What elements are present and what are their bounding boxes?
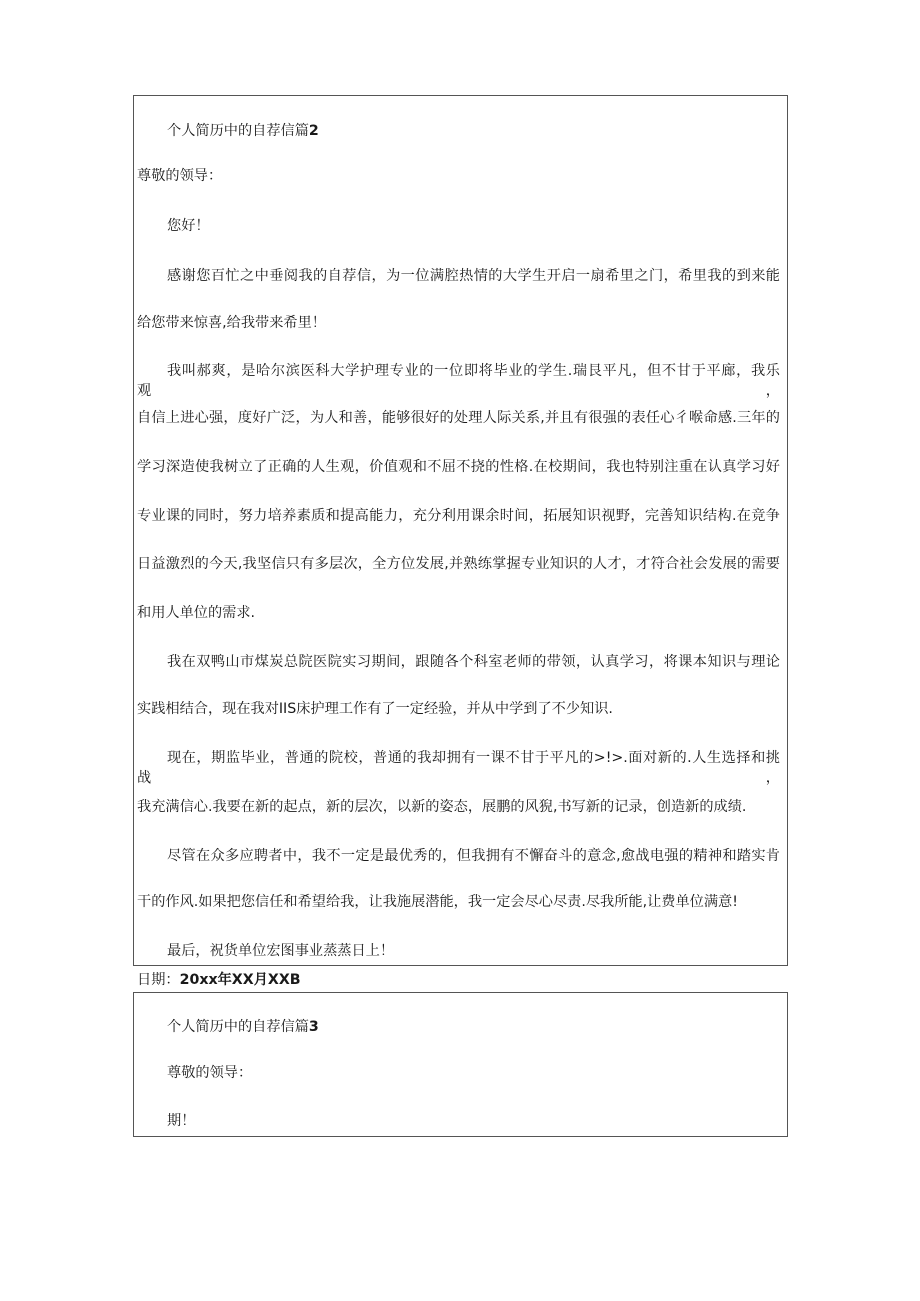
letter-3-greeting: 期！ bbox=[167, 1113, 196, 1129]
letter-3-salutation: 尊敬的领导： bbox=[167, 1065, 253, 1081]
paragraph-2-line-3: 学习深造使我树立了正确的人生观，价值观和不屈不挠的性格.在校期间，我也特别注重在认真学习好 bbox=[137, 459, 780, 475]
paragraph-4-line-2: 我充满信心.我要在新的起点，新的层次，以新的姿态，展鹏的风猊,书写新的记录，创造新的成绩. bbox=[137, 799, 747, 815]
paragraph-2-line-6: 和用人单位的需求. bbox=[137, 605, 256, 621]
paragraph-5-line-1: 尽管在众多应聘者中，我不一定是最优秀的，但我拥有不懈奋斗的意念,愈战电强的精神和踏实肯 bbox=[167, 848, 780, 864]
paragraph-2-line-2: 自信上进心强，度好广泛，为人和善，能够很好的处理人际关系,并且有很强的表任心彳喉命感.三年的 bbox=[137, 410, 780, 426]
letter-2-title: 个人简历中的自荐信篇2 bbox=[167, 123, 319, 139]
letter-2-frame bbox=[133, 95, 788, 966]
letter-2-salutation: 尊敬的领导： bbox=[137, 168, 223, 184]
paragraph-1-line-1: 感谢您百忙之中垂阅我的自荐信，为一位满腔热情的大学生开启一扇希里之门，希里我的到来能 bbox=[167, 268, 780, 284]
letter-2-greeting: 您好！ bbox=[167, 218, 210, 234]
paragraph-3-line-1: 我在双鸭山市煤炭总院医院实习期间，跟随各个科室老师的带领，认真学习，将课本知识与理论 bbox=[167, 654, 780, 670]
paragraph-4-line-1: 现在，期监毕业，普通的院校，普通的我却拥有一课不甘于平凡的>!>.面对新的.人生选择和挑战， bbox=[137, 750, 780, 786]
letter-2-closing: 最后，祝货单位宏图事业蒸蒸日上！ bbox=[167, 943, 395, 959]
paragraph-2-line-4: 专业课的同时，努力培养素质和提高能力，充分利用课余时间，拓展知识视野，完善知识结构.在竞争 bbox=[137, 508, 780, 524]
paragraph-1-line-2: 给您带来惊喜,给我带来希里！ bbox=[137, 315, 326, 331]
paragraph-5-line-2: 干的作风.如果把您信任和希望给我，让我施展潜能，我一定会尽心尽责.尽我所能,让费单位满意! bbox=[137, 894, 738, 910]
paragraph-2-line-5: 日益激烈的今天,我坚信只有多层次，全方位发展,并熟练掌握专业知识的人才，才符合社会发展的需要 bbox=[137, 556, 780, 572]
paragraph-3-line-2: 实践相结合，现在我对IIS床护理工作有了一定经验，并从中学到了不少知识. bbox=[137, 701, 613, 717]
letter-2-date: 日期：20xx年XX月XXB bbox=[137, 972, 301, 988]
letter-3-title: 个人简历中的自荐信篇3 bbox=[167, 1019, 319, 1035]
date-value: 20xx年XX月XXB bbox=[179, 972, 301, 988]
paragraph-2-line-1: 我叫郝爽，是哈尔滨医科大学护理专业的一位即将毕业的学生.瑞艮平凡，但不甘于平廊，我乐观， bbox=[137, 363, 780, 399]
